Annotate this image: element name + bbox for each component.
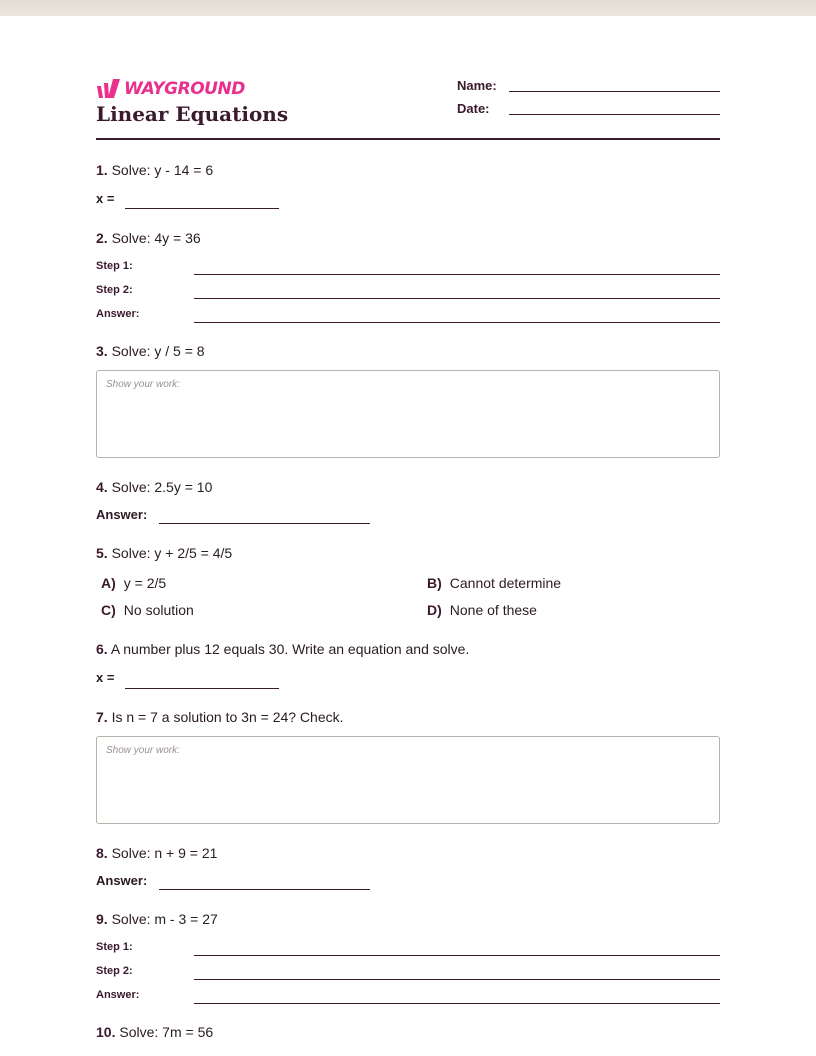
answer-label: Answer: [96,308,140,320]
question-text: Solve: 7m = 56 [119,1024,214,1040]
option-text: y = 2/5 [123,575,167,591]
option-d[interactable] [427,602,537,618]
question-number: 7. [96,709,108,725]
header-divider [96,138,720,140]
option-letter: A) [101,575,116,591]
option-a[interactable] [101,575,166,591]
option-letter: B) [427,575,442,591]
date-label: Date: [457,101,490,116]
question-9 [96,911,218,927]
answer-label: Answer: [96,507,148,522]
question-number: 5. [96,545,108,561]
answer-label: Answer: [96,989,140,1001]
question-text: Solve: n + 9 = 21 [111,845,218,861]
question-6 [96,641,469,657]
work-box-placeholder: Show your work: [106,379,180,390]
question-2 [96,230,201,246]
step-1-label: Step 1: [96,260,133,272]
question-number: 10. [96,1024,116,1040]
question-number: 8. [96,845,108,861]
question-5 [96,545,232,561]
question-text: Is n = 7 a solution to 3n = 24? Check. [111,709,344,725]
brand-logo [96,78,245,100]
page-top-strip [0,0,816,16]
question-number: 4. [96,479,108,495]
option-text: No solution [123,602,194,618]
answer-line-8[interactable] [159,889,370,890]
answer-line[interactable] [194,1003,720,1004]
question-text: Solve: m - 3 = 27 [111,911,218,927]
question-number: 2. [96,230,108,246]
question-text: Solve: y + 2/5 = 4/5 [111,545,233,561]
x-equals-label: x = [96,670,115,685]
option-letter: D) [427,602,442,618]
question-3 [96,343,205,359]
question-4 [96,479,212,495]
step-1-line[interactable] [194,274,720,275]
work-box-placeholder: Show your work: [106,745,180,756]
step-1-line[interactable] [194,955,720,956]
name-label: Name: [457,78,497,93]
option-c[interactable] [101,602,194,618]
step-2-label: Step 2: [96,965,133,977]
step-2-line[interactable] [194,298,720,299]
question-1 [96,162,213,178]
question-10 [96,1024,213,1040]
logo-text: WAYGROUND [124,79,245,99]
question-text: Solve: 2.5y = 10 [111,479,213,495]
question-text: Solve: y / 5 = 8 [111,343,205,359]
option-letter: C) [101,602,116,618]
date-field-line[interactable] [509,114,720,115]
question-8 [96,845,217,861]
option-text: None of these [449,602,537,618]
worksheet-title: Linear Equations [96,102,289,126]
step-2-label: Step 2: [96,284,133,296]
step-2-line[interactable] [194,979,720,980]
question-number: 1. [96,162,108,178]
answer-line[interactable] [194,322,720,323]
work-box[interactable] [96,370,720,458]
question-number: 3. [96,343,108,359]
answer-line-4[interactable] [159,523,370,524]
wayground-logo-icon [96,79,122,99]
question-text: Solve: y - 14 = 6 [111,162,214,178]
answer-line-1[interactable] [125,208,279,209]
question-text: A number plus 12 equals 30. Write an equation and solve. [110,641,470,657]
question-text: Solve: 4y = 36 [111,230,201,246]
work-box[interactable] [96,736,720,824]
answer-line-6[interactable] [125,688,279,689]
answer-label: Answer: [96,873,148,888]
question-7 [96,709,344,725]
option-b[interactable] [427,575,561,591]
option-text: Cannot determine [449,575,562,591]
question-number: 9. [96,911,108,927]
x-equals-label: x = [96,191,115,206]
step-1-label: Step 1: [96,941,133,953]
question-number: 6. [96,641,108,657]
name-field-line[interactable] [509,91,720,92]
